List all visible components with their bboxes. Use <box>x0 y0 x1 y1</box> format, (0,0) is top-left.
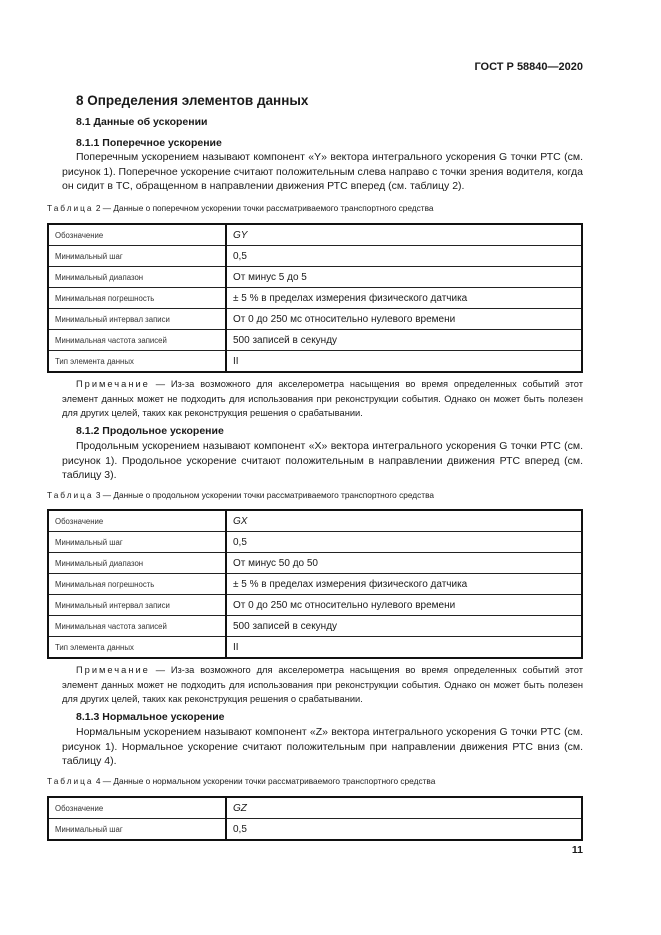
table-row <box>48 288 582 309</box>
row-label: Обозначение <box>48 224 226 246</box>
table-3 <box>47 509 583 659</box>
row-value: От 0 до 250 мс относительно нулевого времени <box>226 309 582 330</box>
s813-title: 8.1.3 Нормальное ускорение <box>76 711 225 723</box>
row-value: 500 записей в секунду <box>226 330 582 351</box>
page-number: 11 <box>571 844 583 856</box>
row-label: Минимальная погрешность <box>48 288 226 309</box>
table2-caption <box>47 203 434 213</box>
row-value: От 0 до 250 мс относительно нулевого времени <box>226 595 582 616</box>
table-row <box>48 510 582 532</box>
row-value: GZ <box>226 797 582 819</box>
table-row <box>48 309 582 330</box>
row-label: Минимальный шаг <box>48 246 226 267</box>
table-row <box>48 246 582 267</box>
row-label: Минимальный шаг <box>48 819 226 841</box>
row-value: ± 5 % в пределах измерения физического датчика <box>226 288 582 309</box>
caption-text: 4 — Данные о нормальном ускорении точки рассматриваемого транспортного средства <box>95 776 436 786</box>
subsection-title: 8.1 Данные об ускорении <box>76 116 208 128</box>
table3-caption <box>47 490 434 500</box>
row-label: Минимальная частота записей <box>48 330 226 351</box>
row-label: Тип элемента данных <box>48 351 226 373</box>
table-row <box>48 574 582 595</box>
row-label: Минимальный шаг <box>48 532 226 553</box>
table-row <box>48 637 582 659</box>
s812-title: 8.1.2 Продольное ускорение <box>76 425 224 437</box>
row-label: Тип элемента данных <box>48 637 226 659</box>
table4-caption <box>47 776 435 786</box>
row-value: ± 5 % в пределах измерения физического датчика <box>226 574 582 595</box>
note-text: — Из-за возможного для акселерометра насыщения во время определенных событий этот элемент данных может не подходить для использования при реконструкции события. Однако он может быть полезен для других целей, таких как реконструкция решения о срабатывании. <box>62 665 583 705</box>
table3-note <box>62 663 583 707</box>
row-label: Минимальная погрешность <box>48 574 226 595</box>
row-value: 500 записей в секунду <box>226 616 582 637</box>
row-label: Минимальный интервал записи <box>48 595 226 616</box>
table-row <box>48 553 582 574</box>
caption-text: 2 — Данные о поперечном ускорении точки рассматриваемого транспортного средства <box>95 203 434 213</box>
table-row <box>48 330 582 351</box>
table-row <box>48 797 582 819</box>
row-value: 0,5 <box>226 532 582 553</box>
row-value: II <box>226 637 582 659</box>
table-row <box>48 267 582 288</box>
table2-note <box>62 377 583 421</box>
row-label: Минимальная частота записей <box>48 616 226 637</box>
s813-text: Нормальным ускорением называют компонент «Z» вектора интегрального ускорения G точки РТС (см. рисунок 1). Нормальное ускорение считают положительным при направлении движения РТС вниз (см. таблицу 4). <box>62 726 583 768</box>
table-row <box>48 224 582 246</box>
section-title: 8 Определения элементов данных <box>76 93 309 108</box>
row-value: 0,5 <box>226 246 582 267</box>
row-value: GY <box>226 224 582 246</box>
note-label: Примечание <box>76 665 150 675</box>
table-2 <box>47 223 583 373</box>
caption-label: Таблица <box>47 776 94 786</box>
table-row <box>48 532 582 553</box>
s812-text: Продольным ускорением называют компонент «X» вектора интегрального ускорения G точки РТС (см. рисунок 1). Продольное ускорение считают положительным в направлении движения РТС вперед (см. таблицу 3). <box>62 440 583 482</box>
row-value: От минус 5 до 5 <box>226 267 582 288</box>
note-label: Примечание <box>76 379 150 389</box>
table-row <box>48 595 582 616</box>
table-row <box>48 819 582 841</box>
row-value: II <box>226 351 582 373</box>
table-row <box>48 616 582 637</box>
caption-text: 3 — Данные о продольном ускорении точки рассматриваемого транспортного средства <box>95 490 435 500</box>
table-4 <box>47 796 583 841</box>
table-row <box>48 351 582 373</box>
caption-label: Таблица <box>47 203 94 213</box>
note-text: — Из-за возможного для акселерометра насыщения во время определенных событий этот элемент данных может не подходить для использования при реконструкции события. Однако он может быть полезен для других целей, таких как реконструкция решения о срабатывании. <box>62 379 583 419</box>
s811-title: 8.1.1 Поперечное ускорение <box>76 137 222 149</box>
row-label: Минимальный интервал записи <box>48 309 226 330</box>
row-value: GX <box>226 510 582 532</box>
row-label: Обозначение <box>48 510 226 532</box>
row-label: Обозначение <box>48 797 226 819</box>
row-value: От минус 50 до 50 <box>226 553 582 574</box>
caption-label: Таблица <box>47 490 94 500</box>
row-label: Минимальный диапазон <box>48 553 226 574</box>
document-header: ГОСТ Р 58840—2020 <box>474 61 583 73</box>
s811-text: Поперечным ускорением называют компонент «Y» вектора интегрального ускорения G точки РТС (см. рисунок 1). Поперечное ускорение считают положительным слева направо с точки зрения водителя, когда он сидит в ТС, обращенном в направлении движения РТС вперед (см. таблицу 2). <box>62 151 583 193</box>
row-value: 0,5 <box>226 819 582 841</box>
row-label: Минимальный диапазон <box>48 267 226 288</box>
